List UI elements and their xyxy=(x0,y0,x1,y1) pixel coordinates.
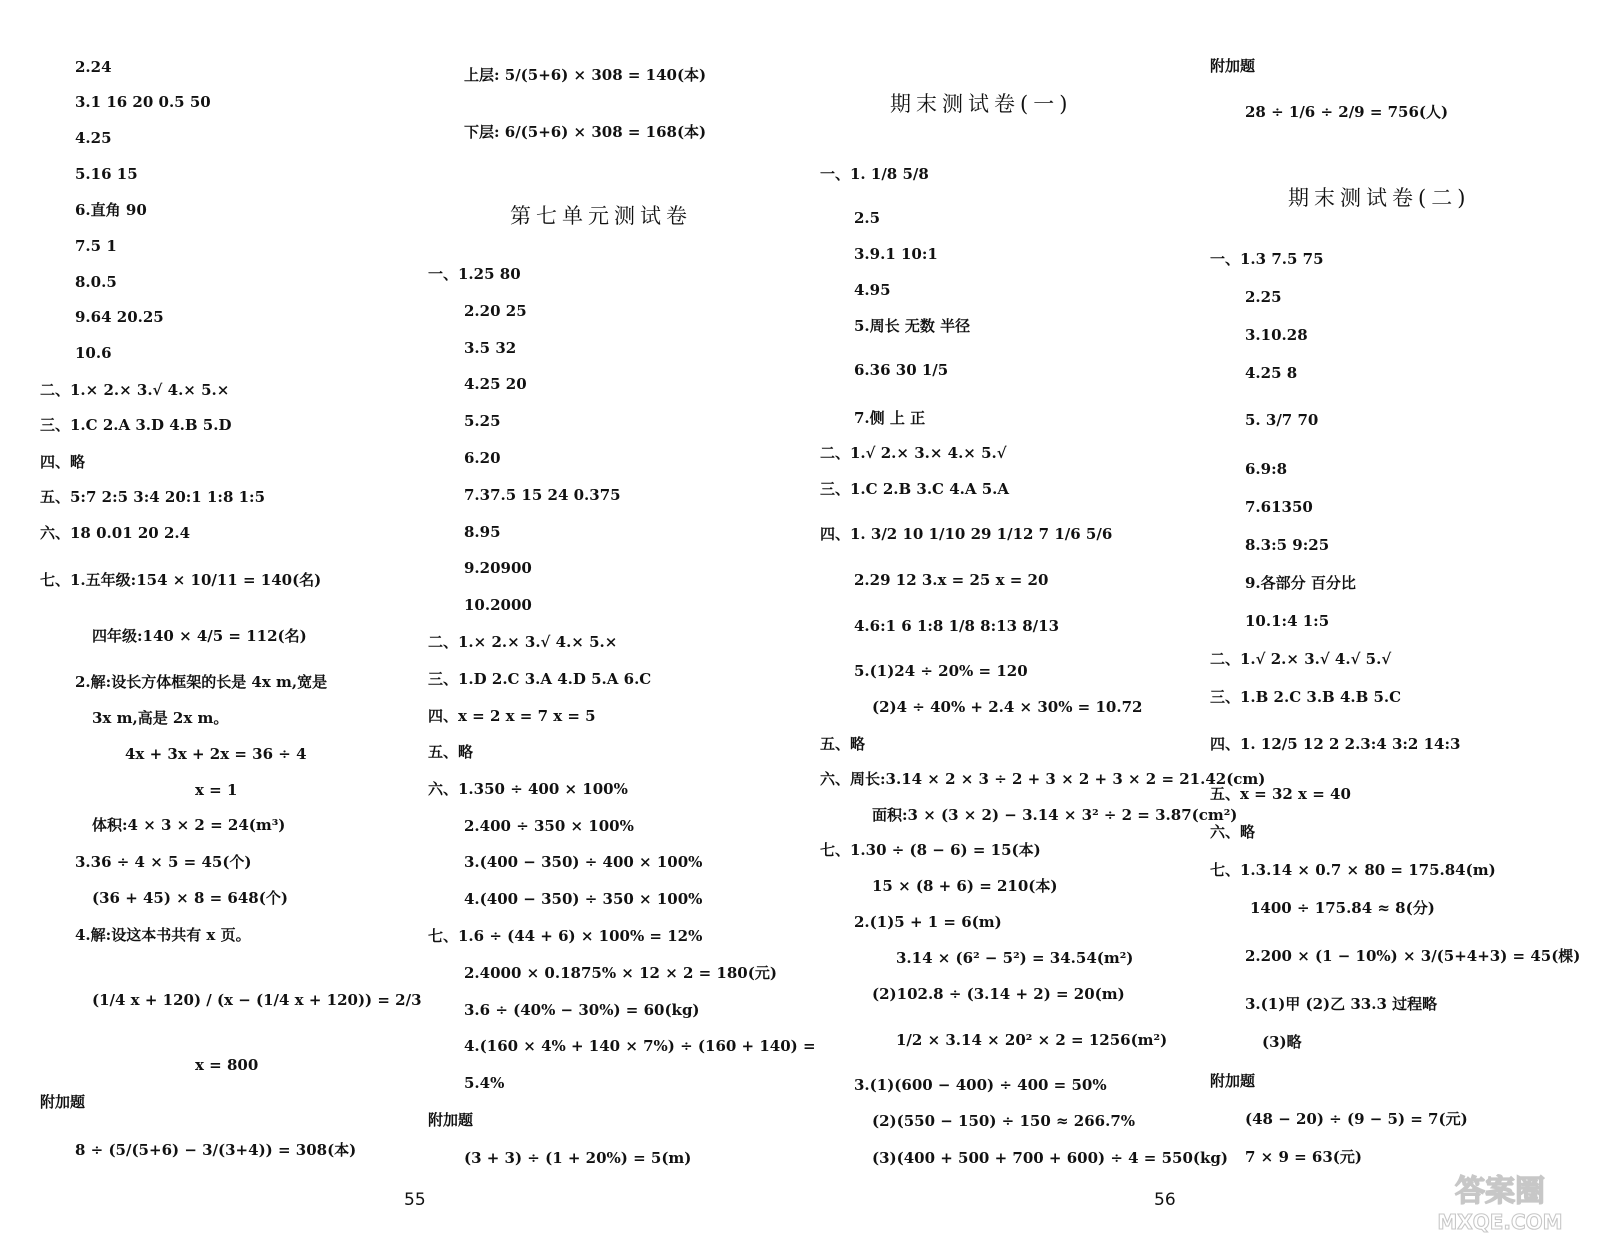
answer-line: 10.1:4 1:5 xyxy=(1245,612,1330,630)
answer-line: 四、1. 12/5 12 2 2.3:4 3:2 14:3 xyxy=(1210,735,1461,753)
answer-line: 8 ÷ (5/(5+6) − 3/(3+4)) = 308(本) xyxy=(75,1141,357,1159)
answer-line: 2.24 xyxy=(75,58,112,76)
page-number: 55 xyxy=(404,1190,426,1210)
answer-line: 4.解:设这本书共有 x 页。 xyxy=(75,926,251,944)
answer-line: 3.9.1 10:1 xyxy=(854,245,938,263)
answer-line: 3.6 ÷ (40% − 30%) = 60(kg) xyxy=(464,1001,700,1019)
answer-line: 8.95 xyxy=(464,523,501,541)
answer-line: 三、1.C 2.A 3.D 4.B 5.D xyxy=(40,416,232,434)
answer-line: 5.25 xyxy=(464,412,501,430)
answer-line: (3)略 xyxy=(1262,1033,1302,1051)
answer-line: 7.5 1 xyxy=(75,237,117,255)
answer-line: 3.(1)甲 (2)乙 33.3 过程略 xyxy=(1245,995,1438,1013)
answer-line: 5.16 15 xyxy=(75,165,138,183)
watermark-cn: 答案圈 xyxy=(1455,1174,1545,1209)
section-heading: 附加题 xyxy=(1210,57,1256,75)
answer-line: 10.6 xyxy=(75,344,112,362)
answer-line: 4x + 3x + 2x = 36 ÷ 4 xyxy=(125,745,307,763)
answer-line: 二、1.× 2.× 3.√ 4.× 5.× xyxy=(428,633,618,651)
page-number: 56 xyxy=(1154,1190,1176,1210)
answer-line: 六、18 0.01 20 2.4 xyxy=(40,524,191,542)
section-title: 第七单元测试卷 xyxy=(510,204,692,228)
answer-line: 三、1.D 2.C 3.A 4.D 5.A 6.C xyxy=(428,670,652,688)
answer-line: x = 1 xyxy=(195,781,238,799)
answer-line: (36 + 45) × 8 = 648(个) xyxy=(92,889,288,907)
answer-line: 4.25 8 xyxy=(1245,364,1298,382)
answer-line: 7.37.5 15 24 0.375 xyxy=(464,486,621,504)
answer-line: 2.25 xyxy=(1245,288,1282,306)
section-heading: 附加题 xyxy=(428,1111,474,1129)
answer-line: 七、1.30 ÷ (8 − 6) = 15(本) xyxy=(820,841,1041,859)
section-title: 期末测试卷(一) xyxy=(890,92,1073,116)
answer-line: 1400 ÷ 175.84 ≈ 8(分) xyxy=(1250,899,1435,917)
watermark-en: MXQE.COM xyxy=(1437,1210,1563,1234)
answer-line: 4.(160 × 4% + 140 × 7%) ÷ (160 + 140) = xyxy=(464,1037,816,1055)
answer-line: 2.20 25 xyxy=(464,302,527,320)
answer-line: 3.14 × (6² − 5²) = 34.54(m²) xyxy=(896,949,1134,967)
answer-line: 4.25 20 xyxy=(464,375,527,393)
answer-line: 三、1.C 2.B 3.C 4.A 5.A xyxy=(820,480,1010,498)
answer-line: 体积:4 × 3 × 2 = 24(m³) xyxy=(92,816,286,834)
answer-line: 上层: 5/(5+6) × 308 = 140(本) xyxy=(464,66,707,84)
answer-line: 7 × 9 = 63(元) xyxy=(1245,1148,1362,1166)
answer-line: 7.61350 xyxy=(1245,498,1313,516)
answer-line: (2)(550 − 150) ÷ 150 ≈ 266.7% xyxy=(872,1112,1136,1130)
answer-line: 6.36 30 1/5 xyxy=(854,361,949,379)
section-heading: 附加题 xyxy=(1210,1072,1256,1090)
answer-line: 七、1.6 ÷ (44 + 6) × 100% = 12% xyxy=(428,927,703,945)
answer-line: 5. 3/7 70 xyxy=(1245,411,1319,429)
answer-line: 一、1. 1/8 5/8 xyxy=(820,165,929,183)
answer-line: 二、1.√ 2.× 3.√ 4.√ 5.√ xyxy=(1210,650,1392,668)
answer-line: 四、1. 3/2 10 1/10 29 1/12 7 1/6 5/6 xyxy=(820,525,1113,543)
answer-line: 二、1.× 2.× 3.√ 4.× 5.× xyxy=(40,381,230,399)
answer-line: 七、1.五年级:154 × 10/11 = 140(名) xyxy=(40,571,322,589)
answer-line: (2)4 ÷ 40% + 2.4 × 30% = 10.72 xyxy=(872,698,1143,716)
answer-line: 3.5 32 xyxy=(464,339,517,357)
answer-line: 四年级:140 × 4/5 = 112(名) xyxy=(92,627,307,645)
answer-line: (1/4 x + 120) / (x − (1/4 x + 120)) = 2/3 xyxy=(92,991,422,1009)
section-title: 期末测试卷(二) xyxy=(1288,186,1471,210)
answer-line: 4.(400 − 350) ÷ 350 × 100% xyxy=(464,890,703,908)
answer-line: 六、略 xyxy=(1210,823,1256,841)
answer-line: 8.3:5 9:25 xyxy=(1245,536,1330,554)
answer-line: (3 + 3) ÷ (1 + 20%) = 5(m) xyxy=(464,1149,692,1167)
answer-line: 一、1.3 7.5 75 xyxy=(1210,250,1324,268)
answer-line: 一、1.25 80 xyxy=(428,265,521,283)
answer-line: 1/2 × 3.14 × 20² × 2 = 1256(m²) xyxy=(896,1031,1168,1049)
answer-line: 15 × (8 + 6) = 210(本) xyxy=(872,877,1058,895)
answer-line: 3.(1)(600 − 400) ÷ 400 = 50% xyxy=(854,1076,1107,1094)
answer-line: 4.95 xyxy=(854,281,891,299)
answer-line: 4.25 xyxy=(75,129,112,147)
answer-line: 五、x = 32 x = 40 xyxy=(1210,785,1351,803)
answer-line: 28 ÷ 1/6 ÷ 2/9 = 756(人) xyxy=(1245,103,1449,121)
answer-line: 2.5 xyxy=(854,209,881,227)
answer-line: 3.1 16 20 0.5 50 xyxy=(75,93,211,111)
answer-line: 七、1.3.14 × 0.7 × 80 = 175.84(m) xyxy=(1210,861,1496,879)
answer-line: 五、略 xyxy=(428,743,474,761)
answer-line: 二、1.√ 2.× 3.× 4.× 5.√ xyxy=(820,444,1007,462)
answer-line: x = 800 xyxy=(195,1056,259,1074)
answer-line: 7.侧 上 正 xyxy=(854,409,926,427)
answer-line: 5.周长 无数 半径 xyxy=(854,317,971,335)
answer-line: 2.解:设长方体框架的长是 4x m,宽是 xyxy=(75,673,328,691)
answer-line: 2.400 ÷ 350 × 100% xyxy=(464,817,634,835)
answer-line: 2.29 12 3.x = 25 x = 20 xyxy=(854,571,1049,589)
answer-line: 2.200 × (1 − 10%) × 3/(5+4+3) = 45(棵) xyxy=(1245,947,1581,965)
answer-line: 6.20 xyxy=(464,449,501,467)
answer-line: 2.4000 × 0.1875% × 12 × 2 = 180(元) xyxy=(464,964,777,982)
answer-line: 5.4% xyxy=(464,1074,505,1092)
answer-line: (48 − 20) ÷ (9 − 5) = 7(元) xyxy=(1245,1110,1468,1128)
answer-line: 2.(1)5 + 1 = 6(m) xyxy=(854,913,1002,931)
answer-line: 面积:3 × (3 × 2) − 3.14 × 3² ÷ 2 = 3.87(cm²) xyxy=(872,806,1238,824)
answer-line: 下层: 6/(5+6) × 308 = 168(本) xyxy=(464,123,707,141)
answer-line: 9.20900 xyxy=(464,559,532,577)
answer-line: 四、略 xyxy=(40,453,86,471)
answer-line: 9.各部分 百分比 xyxy=(1245,574,1356,592)
page-56 xyxy=(800,0,1600,1257)
answer-line: (2)102.8 ÷ (3.14 + 2) = 20(m) xyxy=(872,985,1125,1003)
answer-line: 9.64 20.25 xyxy=(75,308,164,326)
answer-line: 6.9:8 xyxy=(1245,460,1288,478)
answer-line: 3.10.28 xyxy=(1245,326,1308,344)
answer-line: 3x m,高是 2x m。 xyxy=(92,709,229,727)
answer-line: 五、略 xyxy=(820,735,866,753)
answer-line: 10.2000 xyxy=(464,596,532,614)
answer-line: 四、x = 2 x = 7 x = 5 xyxy=(428,707,596,725)
answer-line: 五、5:7 2:5 3:4 20:1 1:8 1:5 xyxy=(40,488,266,506)
answer-line: 3.(400 − 350) ÷ 400 × 100% xyxy=(464,853,703,871)
answer-line: 8.0.5 xyxy=(75,273,117,291)
answer-line: 4.6:1 6 1:8 1/8 8:13 8/13 xyxy=(854,617,1060,635)
answer-line: 6.直角 90 xyxy=(75,201,147,219)
answer-line: 三、1.B 2.C 3.B 4.B 5.C xyxy=(1210,688,1402,706)
answer-line: 六、1.350 ÷ 400 × 100% xyxy=(428,780,628,798)
watermark-logo xyxy=(1430,1165,1570,1235)
answer-line: 3.36 ÷ 4 × 5 = 45(个) xyxy=(75,853,252,871)
section-heading: 附加题 xyxy=(40,1093,86,1111)
answer-line: (3)(400 + 500 + 700 + 600) ÷ 4 = 550(kg) xyxy=(872,1149,1228,1167)
answer-line: 5.(1)24 ÷ 20% = 120 xyxy=(854,662,1028,680)
answer-line: 六、周长:3.14 × 2 × 3 ÷ 2 + 3 × 2 + 3 × 2 = 21.42(cm) xyxy=(820,770,1266,788)
